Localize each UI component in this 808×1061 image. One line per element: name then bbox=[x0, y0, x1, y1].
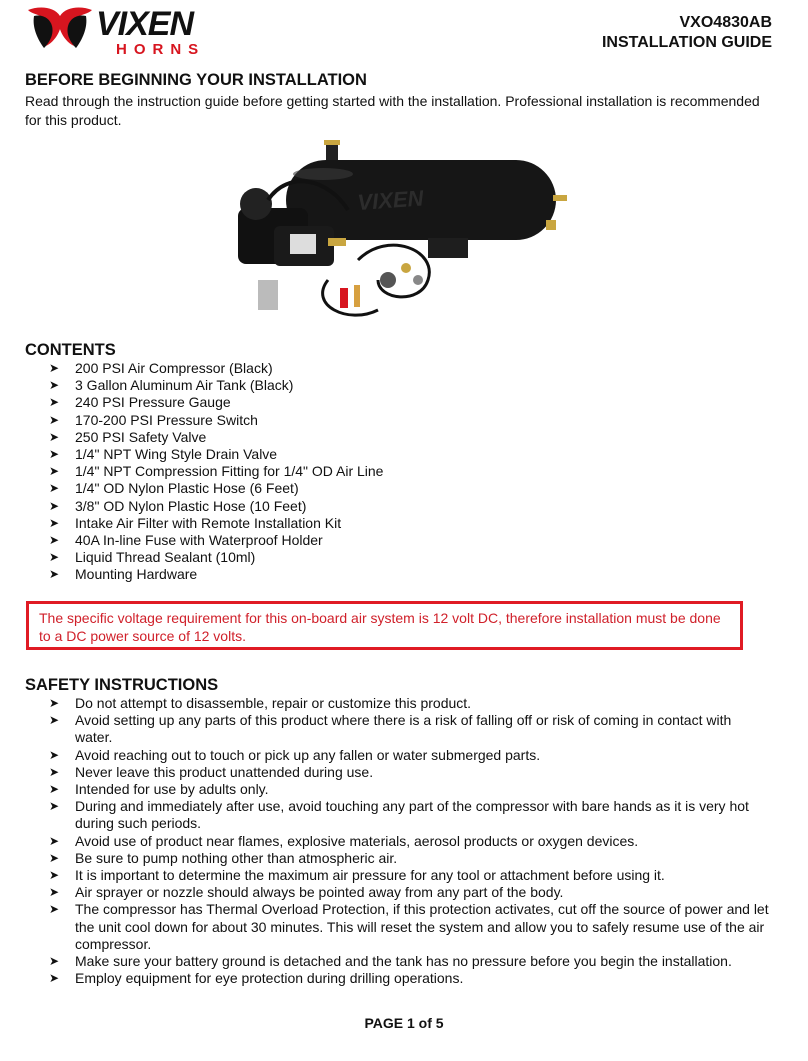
arrow-bullet-icon: ➤ bbox=[49, 696, 60, 710]
arrow-bullet-icon: ➤ bbox=[49, 429, 60, 444]
arrow-bullet-icon: ➤ bbox=[49, 533, 60, 548]
arrow-bullet-icon: ➤ bbox=[49, 850, 60, 865]
arrow-bullet-icon: ➤ bbox=[49, 447, 60, 462]
list-item: ➤ Avoid reaching out to touch or pick up any fallen or water submerged parts. bbox=[49, 746, 541, 763]
list-item: ➤ 250 PSI Safety Valve bbox=[49, 428, 207, 445]
list-item: ➤ Do not attempt to disassemble, repair or customize this product. bbox=[49, 695, 472, 711]
page-header bbox=[0, 0, 808, 70]
list-item: ➤ Mounting Hardware bbox=[49, 566, 198, 583]
list-item: ➤ 240 PSI Pressure Gauge bbox=[49, 394, 231, 411]
list-item: ➤ 3 Gallon Aluminum Air Tank (Black) bbox=[49, 377, 294, 394]
before-text: Read through the instruction guide before getting started with the installation. Professional installation is recommended for this product. bbox=[25, 93, 760, 128]
arrow-bullet-icon: ➤ bbox=[49, 782, 60, 797]
arrow-bullet-icon: ➤ bbox=[49, 902, 60, 917]
page-number: PAGE 1 of 5 bbox=[364, 1015, 444, 1031]
arrow-bullet-icon: ➤ bbox=[49, 412, 60, 427]
arrow-bullet-icon: ➤ bbox=[49, 481, 60, 496]
arrow-bullet-icon: ➤ bbox=[49, 567, 60, 582]
list-item: ➤ 40A In-line Fuse with Waterproof Holder bbox=[49, 532, 323, 549]
arrow-bullet-icon: ➤ bbox=[49, 515, 60, 530]
list-item: ➤ 3/8" OD Nylon Plastic Hose (10 Feet) bbox=[49, 497, 307, 514]
list-item: ➤ Liquid Thread Sealant (10ml) bbox=[49, 549, 256, 566]
arrow-bullet-icon: ➤ bbox=[49, 550, 60, 565]
arrow-bullet-icon: ➤ bbox=[49, 498, 60, 513]
arrow-bullet-icon: ➤ bbox=[49, 713, 60, 728]
arrow-bullet-icon: ➤ bbox=[49, 395, 60, 410]
safety-heading: SAFETY INSTRUCTIONS bbox=[25, 676, 219, 694]
logo-wordmark: VIXEN bbox=[96, 5, 194, 43]
list-item: ➤ 1/4" NPT Wing Style Drain Valve bbox=[49, 446, 278, 463]
before-heading: BEFORE BEGINNING YOUR INSTALLATION bbox=[25, 71, 367, 89]
list-item: ➤ The compressor has Thermal Overload Protection, if this protection activates, cut off the source of power and let the unit cool down for about 30 minutes. This will reset the system and allow you to safely resume use of the air compressor. bbox=[49, 901, 769, 952]
list-item: ➤ Avoid use of product near flames, explosive materials, aerosol products or oxygen devices. bbox=[49, 832, 639, 849]
document-title: INSTALLATION GUIDE bbox=[601, 34, 772, 51]
list-item: ➤ Make sure your battery ground is detached and the tank has no pressure before you begin the installation. bbox=[49, 953, 732, 970]
arrow-bullet-icon: ➤ bbox=[49, 464, 60, 479]
list-item: ➤ Air sprayer or nozzle should always be pointed away from any part of the body. bbox=[49, 884, 564, 901]
vixen-horns-logo bbox=[24, 2, 240, 58]
product-image bbox=[228, 130, 588, 330]
arrow-bullet-icon: ➤ bbox=[49, 833, 60, 848]
arrow-bullet-icon: ➤ bbox=[49, 378, 60, 393]
list-item: ➤ 1/4" OD Nylon Plastic Hose (6 Feet) bbox=[49, 480, 299, 497]
list-item: ➤ Never leave this product unattended during use. bbox=[49, 763, 374, 780]
arrow-bullet-icon: ➤ bbox=[49, 799, 60, 814]
arrow-bullet-icon: ➤ bbox=[49, 747, 60, 762]
list-item: ➤ 170-200 PSI Pressure Switch bbox=[49, 411, 258, 428]
list-item: ➤ Employ equipment for eye protection during drilling operations. bbox=[49, 970, 464, 987]
contents-heading: CONTENTS bbox=[25, 341, 116, 359]
voltage-warning-text: The specific voltage requirement for this on-board air system is 12 volt DC, therefore installation must be done to a DC power source of 12 volts. bbox=[39, 610, 721, 644]
list-item: ➤ Avoid setting up any parts of this product where there is a risk of falling off or risk of coming in contact with water. bbox=[49, 712, 732, 746]
contents-list bbox=[49, 360, 383, 584]
arrow-bullet-icon: ➤ bbox=[49, 764, 60, 779]
logo-subwordmark: HORNS bbox=[116, 41, 206, 58]
list-item: ➤ Intended for use by adults only. bbox=[49, 781, 269, 798]
list-item: ➤ 200 PSI Air Compressor (Black) bbox=[49, 360, 273, 376]
arrow-bullet-icon: ➤ bbox=[49, 885, 60, 900]
list-item: ➤ Intake Air Filter with Remote Installation Kit bbox=[49, 514, 342, 531]
list-item: ➤ It is important to determine the maximum air pressure for any tool or attachment before using it. bbox=[49, 867, 665, 884]
document-code: VXO4830AB bbox=[679, 14, 772, 31]
arrow-bullet-icon: ➤ bbox=[49, 868, 60, 883]
list-item: ➤ Be sure to pump nothing other than atmospheric air. bbox=[49, 849, 398, 866]
safety-list bbox=[49, 695, 769, 987]
tank-label: VIXEN bbox=[356, 185, 425, 215]
list-item: ➤ 1/4" NPT Compression Fitting for 1/4" OD Air Line bbox=[49, 463, 384, 480]
list-item: ➤ During and immediately after use, avoid touching any part of the compressor with bare hands as it is very hot during such periods. bbox=[49, 798, 749, 832]
arrow-bullet-icon: ➤ bbox=[49, 361, 60, 375]
arrow-bullet-icon: ➤ bbox=[49, 971, 60, 986]
arrow-bullet-icon: ➤ bbox=[49, 954, 60, 969]
voltage-warning-box bbox=[26, 601, 743, 650]
